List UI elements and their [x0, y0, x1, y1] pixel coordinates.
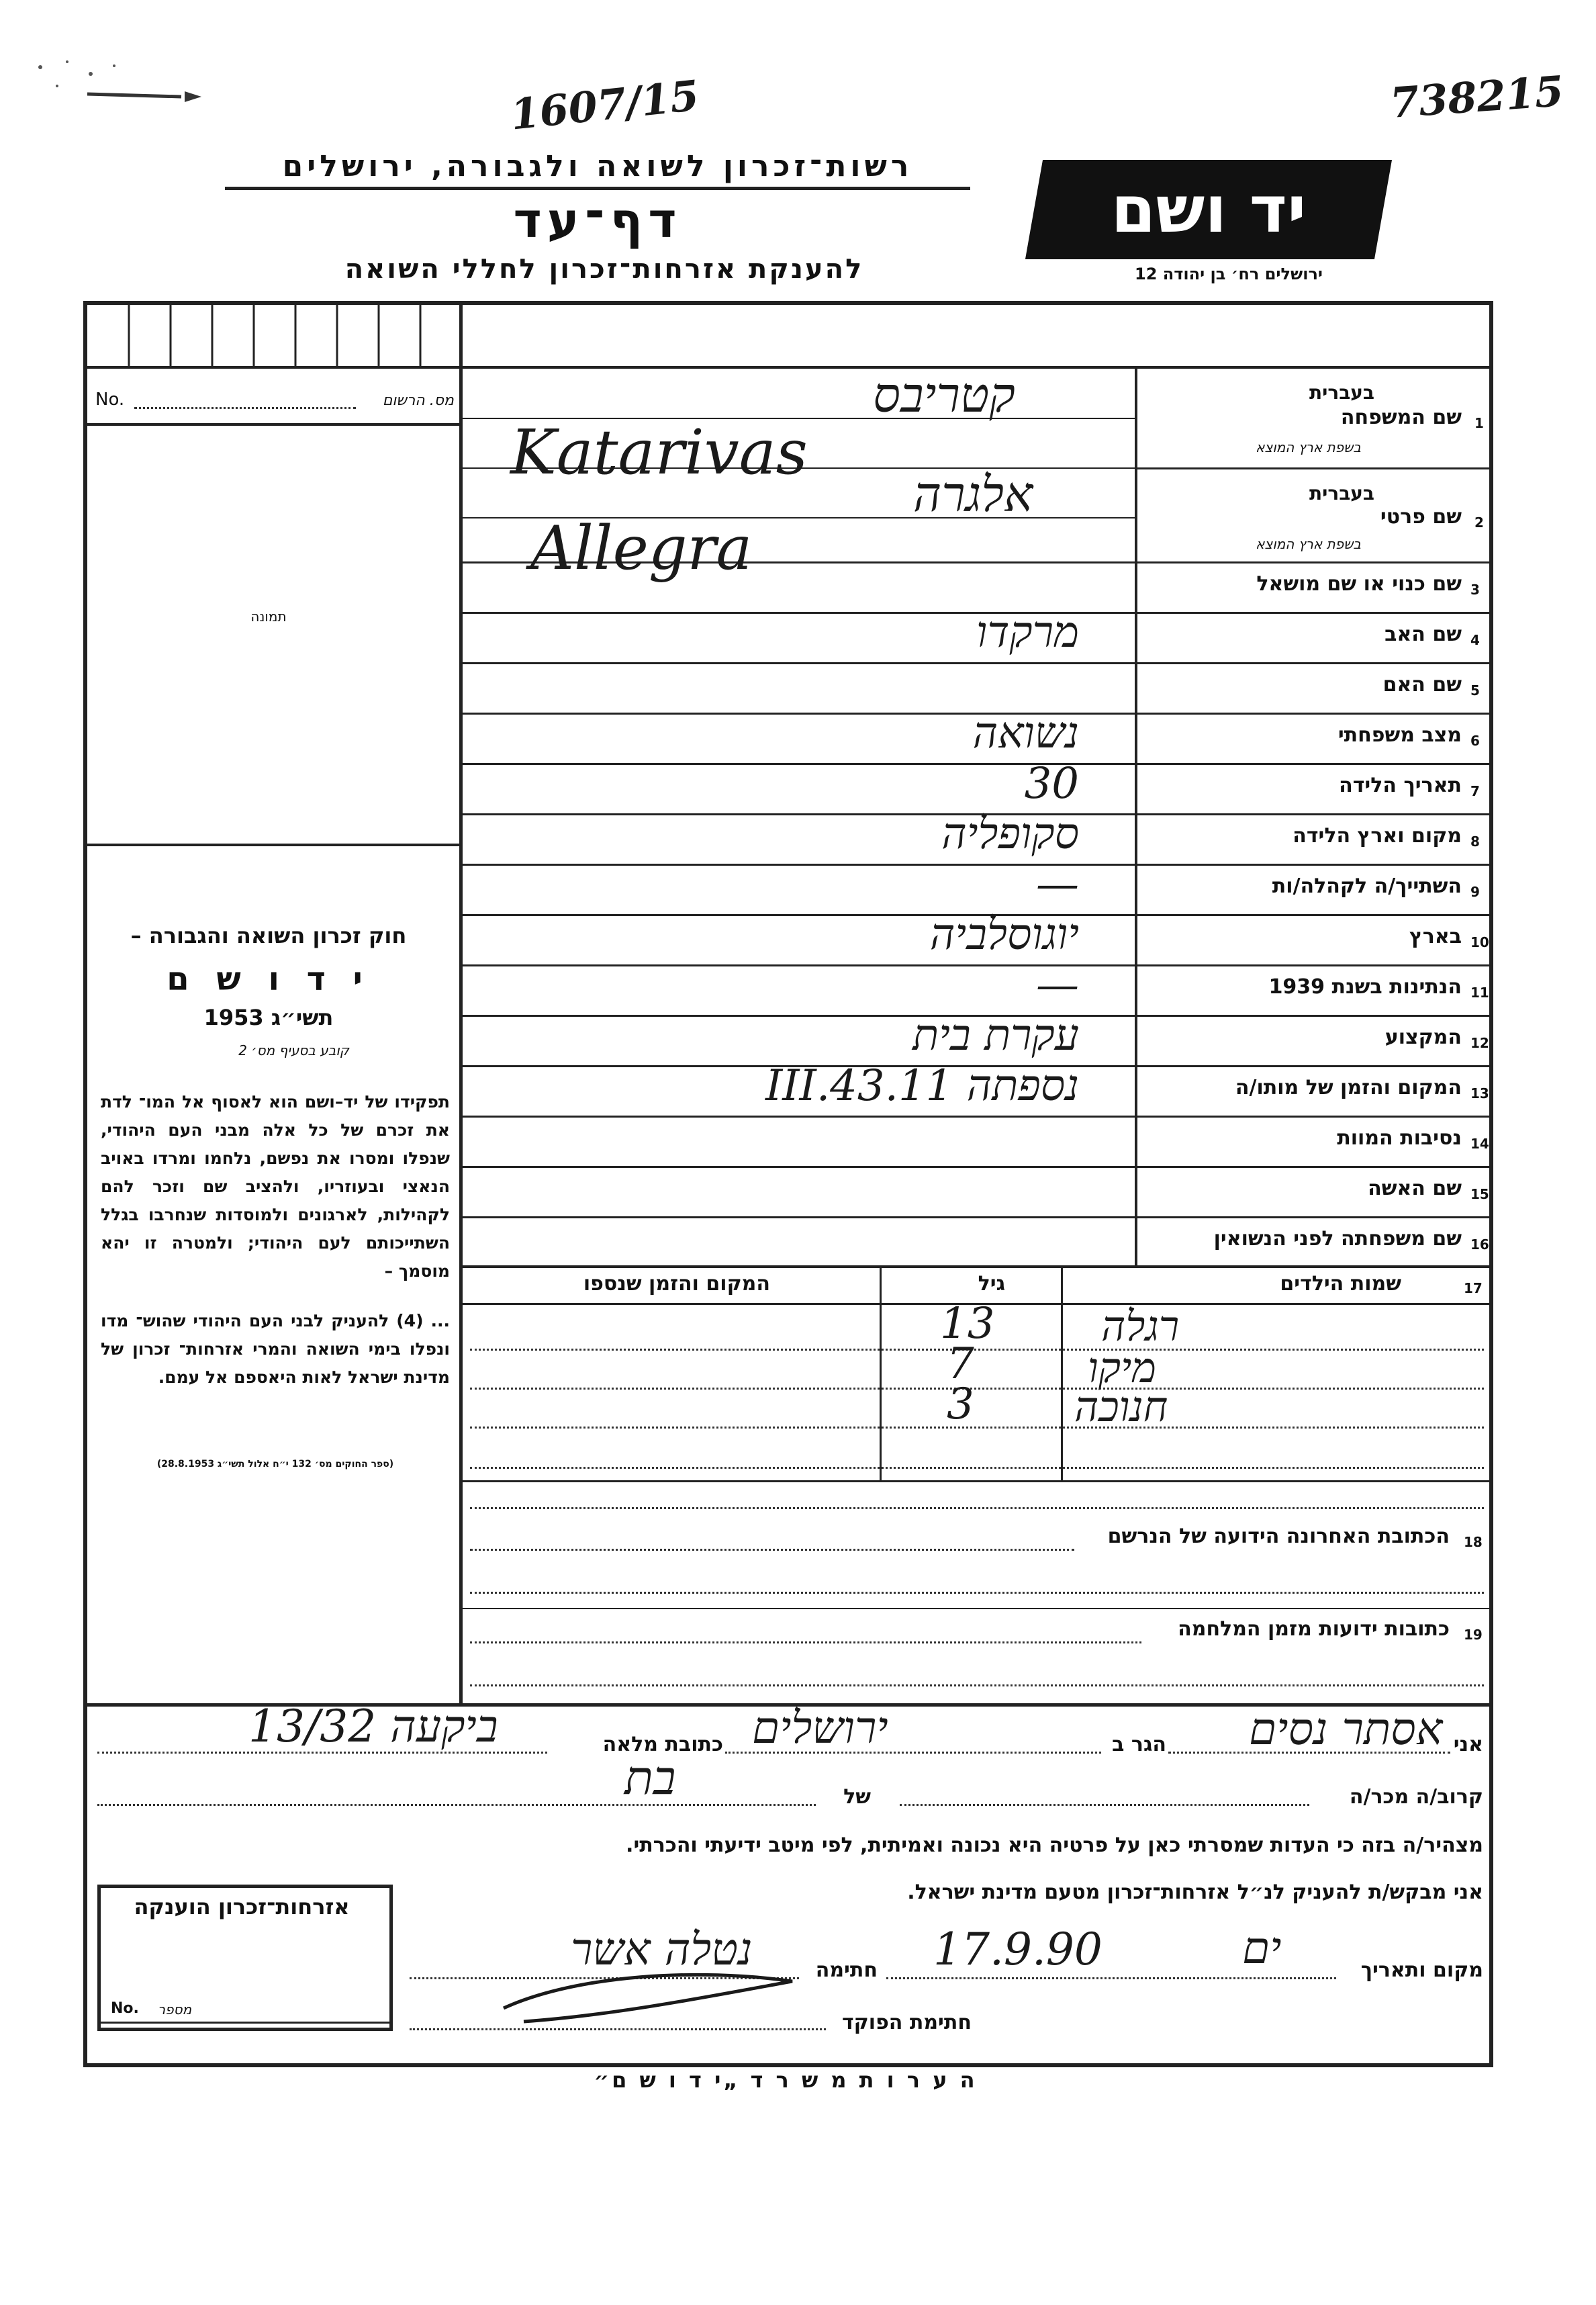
field-value-7: 30 — [1024, 759, 1079, 809]
field-value-6: נשואה — [972, 709, 1079, 758]
citizenship-number-label: מספר — [157, 2001, 192, 2018]
addr19-num: 19 — [1464, 1627, 1483, 1643]
form-subtitle: להענקת אזרחות־זכרון לחללי השואה — [344, 254, 864, 285]
addr19-line-a — [470, 1641, 1141, 1643]
field-label-11: הנתינות בשנת 1939 — [1268, 975, 1462, 999]
decl-relative-value: בת — [624, 1750, 676, 1805]
signature-scribble-icon — [497, 1968, 806, 2028]
field-heb-2: בעברית — [1309, 482, 1374, 504]
citizenship-box-line — [97, 2022, 393, 2024]
field-value-9: — — [1036, 860, 1079, 909]
citizenship-title: אזרחות־זכרון הוענקה — [134, 1894, 350, 1919]
firstname-latin: Allegra — [530, 513, 753, 584]
addr19-line-b — [470, 1684, 1484, 1686]
decl-live-value: ירושלים — [752, 1702, 888, 1754]
field-label-12: המקצוע — [1384, 1026, 1462, 1049]
field-num-4: 4 — [1470, 632, 1480, 648]
field-num-9: 9 — [1470, 884, 1480, 900]
field-value-11: — — [1036, 960, 1079, 1010]
row-line-13 — [462, 1116, 1492, 1118]
field-value-12: עקרת בית — [912, 1011, 1079, 1060]
field-label-13: המקום והזמן של מותו/ה — [1235, 1076, 1462, 1099]
children-col-names: שמות הילדים — [1280, 1272, 1401, 1296]
authority-underline — [225, 187, 970, 190]
decl-signature-label: חתימה — [815, 1958, 878, 1982]
field-num-5: 5 — [1470, 682, 1480, 698]
field-value-10: יוגוסלביה — [929, 910, 1079, 960]
field-num-6: 6 — [1470, 733, 1480, 749]
registration-boxes-icon — [87, 305, 459, 367]
logo-text: יד ושם — [1111, 172, 1307, 247]
field-label-1: שם המשפחה — [1340, 406, 1462, 429]
row-line-14 — [462, 1166, 1492, 1168]
decl-signature-value: נטלה אשר — [571, 1924, 753, 1975]
field-value-4: מרקדו — [976, 608, 1079, 658]
child-age-1: 13 — [940, 1299, 995, 1349]
field-num-10: 10 — [1470, 934, 1489, 950]
decl-place-date-line — [886, 1977, 1336, 1979]
field-label-14: נסיבות המוות — [1337, 1126, 1462, 1150]
decl-date-value: 17.9.90 — [933, 1924, 1102, 1975]
reg-underline — [83, 423, 461, 426]
scan-specks-icon — [27, 54, 201, 114]
field-label-15: שם האשה — [1368, 1177, 1462, 1200]
reg-no-label: No. — [95, 390, 125, 410]
decl-i-label: אני — [1453, 1733, 1483, 1756]
children-row-line-4 — [470, 1467, 1484, 1469]
authority-title: רשות־זכרון לשואה ולגבורה, ירושלים — [282, 149, 913, 183]
footer-notes: ה ע ר ו ת מ ש ר ד „י ד ו ש ם״ — [594, 2067, 978, 2093]
photo-label: תמונה — [250, 608, 287, 625]
decl-officer-label: חתימת הפוקד — [842, 2011, 972, 2034]
children-row-line-2 — [470, 1388, 1484, 1390]
field-heb-1: בעברית — [1309, 381, 1374, 404]
row-line-6 — [462, 763, 1492, 765]
addr19-label: כתובות ידועות מזמן המלחמה — [1178, 1617, 1450, 1641]
field-label-16: שם משפחתה לפני הנשואין — [1213, 1227, 1462, 1251]
law-source: (ספר החוקים מס׳ 132 י״ח אלול תשי״ג 28.8.1953) — [156, 1459, 394, 1470]
field-num-3: 3 — [1470, 582, 1480, 598]
decl-place-value: ים — [1242, 1922, 1282, 1974]
reg-no-dots — [134, 407, 356, 409]
field-num-14: 14 — [1470, 1136, 1489, 1152]
label-column-divider — [1135, 368, 1137, 1268]
field-label-4: שם האב — [1384, 623, 1462, 646]
footer-line — [83, 2063, 1493, 2067]
field-num-15: 15 — [1470, 1186, 1489, 1202]
decl-of-line — [97, 1804, 816, 1806]
child-age-2: 7 — [947, 1339, 974, 1389]
children-col-div-1 — [1061, 1265, 1063, 1480]
field-label-9: השתייך/ה לקהלה/ות — [1272, 874, 1462, 898]
children-top-line — [462, 1265, 1492, 1268]
form-title: דף־עד — [513, 192, 682, 248]
field-local-1: בשפת ארץ המוצא — [1256, 439, 1361, 455]
law-text-2: ... (4) להעניק לבני העם היהודי שהוש־ מדו ונפלו בימי השואה והמרי אזרחות־ זכרון של מדינת ישראל לאות היאספם אל עמם. — [101, 1311, 450, 1387]
field-label-10: בארץ — [1409, 925, 1462, 948]
addr18-num: 18 — [1464, 1534, 1483, 1550]
field-value-13: נספתה 11.III.43 — [765, 1061, 1079, 1111]
field-num-7: 7 — [1470, 783, 1480, 799]
decl-place-date-label: מקום ותאריך — [1360, 1958, 1483, 1982]
addr18-label: הכתובת האחרונה הידועה של הנרשם — [1107, 1525, 1450, 1548]
field-label-3: שם כנוי או שם מושאל — [1256, 572, 1462, 596]
field-num-8: 8 — [1470, 833, 1480, 850]
field-local-2: בשפת ארץ המוצא — [1256, 536, 1361, 552]
decl-relative-line — [900, 1804, 1309, 1806]
children-col-place: המקום והזמן שנספו — [583, 1272, 770, 1296]
row-line-1 — [1137, 467, 1492, 469]
field-num-12: 12 — [1470, 1035, 1489, 1051]
law-year: תשי״ג 1953 — [203, 1005, 334, 1030]
law-name: י ד ו ש ם — [167, 960, 371, 998]
registration-boxes — [87, 305, 459, 367]
addr-divider — [462, 1608, 1492, 1609]
top-right-number: 738215 — [1388, 66, 1566, 128]
field-label-5: שם האם — [1382, 673, 1462, 696]
field-num-13: 13 — [1470, 1085, 1489, 1101]
row-line-8 — [462, 864, 1492, 866]
addr18-line-a — [470, 1507, 1484, 1509]
field-label-6: מצב משפחתי — [1337, 723, 1462, 747]
child-name-1: רגלה — [1101, 1302, 1180, 1351]
top-left-number: 1607/15 — [508, 71, 702, 140]
logo-address: ירושלים רח׳ בן יהודה 12 — [1135, 265, 1323, 283]
left-column-divider — [459, 301, 463, 1705]
decl-addr-value: ביקעה 13/32 — [248, 1701, 498, 1752]
law-title: חוק זכרון השואה והגבורה – — [130, 923, 407, 948]
row-line-10 — [462, 964, 1492, 966]
child-name-3: חנוכה — [1074, 1382, 1168, 1431]
decl-live-label: הגר ב — [1112, 1733, 1166, 1756]
field-label-8: מקום וארץ הלידה — [1293, 824, 1462, 848]
decl-officer-line — [410, 2028, 826, 2030]
citizenship-no-label: No. — [111, 2000, 139, 2017]
decl-relative-label: קרוב/ה מכר/ה — [1349, 1785, 1483, 1809]
row-line-4 — [462, 662, 1492, 664]
addr18-line-b — [470, 1549, 1074, 1551]
child-age-3: 3 — [947, 1380, 974, 1429]
child-name-2: מיקו — [1088, 1343, 1157, 1392]
law-text-1: תפקידו של יד–ושם הוא לאסוף אל המו־ לדת את זכרם של כל אלה מבני העם היהודי, שנפלו ומסרו את נפשם, נלחמו ומרדו באויב הנאצי ובעוזריו, ולהציב שם וזכר להם לקהילות, לארגונים ולמוסדות שנחרבו בגלל השתייכותם לעם היהודי; ולמטרה זו יהא מוסמך – — [101, 1092, 450, 1281]
children-row-line-3 — [470, 1427, 1484, 1429]
field-label-2: שם פרטי — [1380, 505, 1462, 529]
scan-specks — [27, 54, 201, 114]
field-label-7: תאריך הלידה — [1339, 774, 1462, 797]
field-num-11: 11 — [1470, 985, 1489, 1001]
row-line-15 — [462, 1216, 1492, 1218]
decl-i-value: אסתר נסים — [1249, 1703, 1443, 1755]
children-col-div-2 — [880, 1265, 882, 1480]
row-line-2 — [1137, 561, 1492, 563]
children-col-age: גיל — [978, 1272, 1005, 1296]
surname-hebrew: קטריבס — [873, 367, 1015, 423]
children-num: 17 — [1464, 1280, 1483, 1296]
signature-scribble — [497, 1968, 806, 2028]
addr18-line-c — [470, 1592, 1484, 1594]
law-clause: קובע בסעיף מס׳ 2 — [238, 1042, 349, 1058]
decl-statement-1: מצהיר/ה בזה כי העדות שמסרתי כאן על פרטיה היא נכונה ואמיתית, לפי מיטב ידיעתי והכרתי. — [626, 1834, 1483, 1857]
decl-statement-2: אני מבקש/ת להעניק לנ״ל אזרחות־זכרון מטעם מדינת ישראל. — [907, 1881, 1483, 1904]
field-num-16: 16 — [1470, 1236, 1489, 1253]
firstname-hebrew: אלגרה — [913, 466, 1033, 523]
field-value-8: סקופליה — [941, 809, 1079, 859]
yad-vashem-logo — [1025, 160, 1392, 259]
surname-latin: Katarivas — [510, 416, 808, 488]
children-row-line-1 — [470, 1349, 1484, 1351]
decl-of-label: של — [843, 1785, 871, 1809]
field-num-1: 1 — [1474, 415, 1484, 431]
reg-label: מס. הרשום — [382, 392, 454, 409]
decl-addr-label: כתובת מלאה — [602, 1733, 723, 1756]
photo-bottom — [83, 844, 461, 846]
children-bottom-line — [462, 1480, 1492, 1482]
field-num-2: 2 — [1474, 514, 1484, 531]
